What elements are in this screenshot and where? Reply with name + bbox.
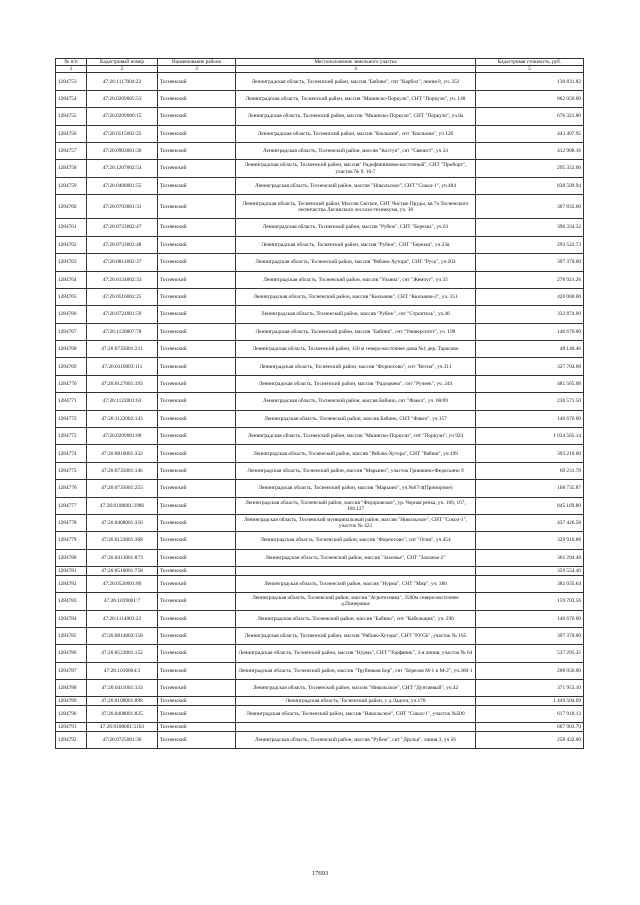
- cadastral-value-cell: 382 035.64: [476, 575, 584, 592]
- cadastral-value-cell: 146 676.00: [476, 410, 584, 427]
- row-number-cell: 1284783: [56, 593, 87, 610]
- cadastral-number-cell: 47:26:0733002:47: [87, 219, 158, 236]
- table-row: [56, 428, 584, 445]
- table-row: [56, 341, 584, 358]
- cadastral-number-cell: 47:26:0523001:152: [87, 645, 158, 662]
- cadastral-number-cell: 47:26:0520001:86: [87, 575, 158, 592]
- district-cell: Тосненский: [158, 575, 236, 592]
- district-cell: Тосненский: [158, 142, 236, 159]
- table-row: [56, 645, 584, 662]
- row-number-cell: 1284767: [56, 323, 87, 340]
- location-cell: Ленинградская область, Тосненский район, массив "Коступ", снт "Связист", уч 24: [236, 142, 476, 159]
- cadastral-number-cell: 47:26:1114003:22: [87, 610, 158, 627]
- district-cell: Тосненский: [158, 645, 236, 662]
- location-cell: Ленинградская область, Тосненский район, Массив Сюткое, СНТ Чистые Пруды, кв.7ч Тосненского лесничества Лисинского лесхоза-техникума, уч. 38: [236, 195, 476, 219]
- cadastral-value-cell: 371 953.10: [476, 680, 584, 697]
- district-cell: Тосненский: [158, 306, 236, 323]
- header-row-number: № п/п: [56, 59, 87, 66]
- location-cell: Ленинградская область, Тосненский район, у д.Ладога, уч.178: [236, 697, 476, 706]
- cadastral-number-cell: 47:26:0123001:368: [87, 532, 158, 549]
- location-cell: Ленинградская область, Тосненский район, массив "Марьино", уч.№67/4(Приморное): [236, 480, 476, 497]
- column-number-3: 3: [158, 66, 236, 73]
- cadastral-number-cell: 47:26:0735001:146: [87, 462, 158, 479]
- district-cell: Тосненский: [158, 358, 236, 375]
- cadastral-number-cell: 47:26:0903001:36: [87, 142, 158, 159]
- table-row: [56, 73, 584, 90]
- location-cell: Ленинградская область, Тосненский район, массив "Мшинско-Поркузи", СНТ "Поркузи", уч.8а: [236, 108, 476, 125]
- row-number-cell: 1284786: [56, 645, 87, 662]
- cadastral-value-cell: 48 140.46: [476, 341, 584, 358]
- location-cell: Ленинградская область, Тосненский район, массив "Рубеж", снт "Друзья", линия 3, уч 56: [236, 732, 476, 749]
- table-row: [56, 410, 584, 427]
- row-number-cell: 1284781: [56, 567, 87, 576]
- table-row: [56, 723, 584, 732]
- cadastral-number-cell: 47:26:1117004:22: [87, 73, 158, 90]
- district-cell: Тосненский: [158, 680, 236, 697]
- row-number-cell: 1284764: [56, 271, 87, 288]
- location-cell: Ленинградская область, Тосненский район, массив Бабино, снт "Факел", уч. 68/69: [236, 393, 476, 410]
- location-cell: Ленинградская область, Тосненский район, массив "Нурма", СНТ "Торфяник", 3-я линия, участок № 64: [236, 645, 476, 662]
- table-row: [56, 323, 584, 340]
- table-header-row: [56, 59, 584, 66]
- cadastral-value-cell: 838 509.94: [476, 177, 584, 194]
- column-number-2: 2: [87, 66, 158, 73]
- location-cell: Ленинградская область, Тосненский район, 150 м северо-восточнее дома №1 дер. Тарасово: [236, 341, 476, 358]
- row-number-cell: 1284782: [56, 575, 87, 592]
- column-number-4: 4: [236, 66, 476, 73]
- table-row: [56, 306, 584, 323]
- row-number-cell: 1284763: [56, 254, 87, 271]
- district-cell: Тосненский: [158, 177, 236, 194]
- row-number-cell: 1284771: [56, 393, 87, 410]
- table-row: [56, 445, 584, 462]
- table-row: [56, 462, 584, 479]
- header-district: Наименование района: [158, 59, 236, 66]
- cadastral-number-cell: 47:26:0127001:193: [87, 375, 158, 392]
- location-cell: Ленинградская область, Тосненский район, массив "Рубеж", СНТ "Березка", уч.63: [236, 219, 476, 236]
- district-cell: Тосненский: [158, 627, 236, 644]
- district-cell: Тосненский: [158, 593, 236, 610]
- table-row: [56, 108, 584, 125]
- cadastral-number-cell: 47:26:1207002:54: [87, 160, 158, 177]
- cadastral-value-cell: 1 034 565.14: [476, 428, 584, 445]
- district-cell: Тосненский: [158, 532, 236, 549]
- row-number-cell: 1284757: [56, 142, 87, 159]
- cadastral-value-cell: 359 554.40: [476, 567, 584, 576]
- district-cell: Тосненский: [158, 514, 236, 531]
- district-cell: Тосненский: [158, 697, 236, 706]
- district-cell: Тосненский: [158, 219, 236, 236]
- row-number-cell: 1284766: [56, 306, 87, 323]
- table-row: [56, 627, 584, 644]
- table-row: [56, 219, 584, 236]
- cadastral-value-cell: 329 916.88: [476, 532, 584, 549]
- district-cell: Тосненский: [158, 462, 236, 479]
- page-number: 17693: [311, 870, 329, 877]
- cadastral-value-cell: 146 676.00: [476, 323, 584, 340]
- table-row: [56, 125, 584, 142]
- location-cell: Ленинградская область, Тосненский район, массив" Радофинниково-восточный", СНТ "Приборт", участок № 9, 10-7: [236, 160, 476, 177]
- district-cell: Тосненский: [158, 323, 236, 340]
- district-cell: Тосненский: [158, 160, 236, 177]
- row-number-cell: 1284775: [56, 462, 87, 479]
- cadastral-value-cell: 1 449 504.69: [476, 697, 584, 706]
- location-cell: Ленинградская область, Тосненский район, массив Бабино, СНТ "Факел", уч.157: [236, 410, 476, 427]
- district-cell: Тосненский: [158, 549, 236, 566]
- cadastral-value-cell: 393 210.00: [476, 445, 584, 462]
- location-cell: Ленинградская область, Тосненский район, массив "Рубеж", снт "Строитель", уч.46: [236, 306, 476, 323]
- table-row: [56, 610, 584, 627]
- district-cell: Тосненский: [158, 445, 236, 462]
- registry-sheet: [55, 58, 583, 749]
- location-cell: Ленинградская область, Тосненский район, массив "Кюльмия", СНТ "Кюльмия-2", уч. 151: [236, 288, 476, 305]
- column-number-5: 5: [476, 66, 584, 73]
- location-cell: Ленинградская область, Тосненский район, массив "Бабино", снт "Университет", уч. 198: [236, 323, 476, 340]
- cadastral-value-cell: 208 056.00: [476, 662, 584, 679]
- location-cell: Ленинградская область, Тосненский район, массив "Форносово", снт "Весна", уч.311: [236, 358, 476, 375]
- table-row: [56, 236, 584, 253]
- cadastral-number-cell: 47:26:0408001:356: [87, 514, 158, 531]
- cadastral-number-cell: 47:26:0725001:36: [87, 732, 158, 749]
- table-row: [56, 177, 584, 194]
- table-row: [56, 480, 584, 497]
- cadastral-value-cell: 481 565.08: [476, 375, 584, 392]
- row-number-cell: 1284759: [56, 177, 87, 194]
- district-cell: Тосненский: [158, 732, 236, 749]
- location-cell: Ленинградская область, Тосненский район, массив "Рябово-Хутора", СНТ "Русь", уч.203: [236, 254, 476, 271]
- header-cadastral-number: Кадастровый номер: [87, 59, 158, 66]
- row-number-cell: 1284761: [56, 219, 87, 236]
- row-number-cell: 1284778: [56, 514, 87, 531]
- district-cell: Тосненский: [158, 125, 236, 142]
- location-cell: Ленинградская область, Тосненский район, массив "Марьино", участок Гришкино-Федосьино 9: [236, 462, 476, 479]
- district-cell: Тосненский: [158, 610, 236, 627]
- cadastral-number-cell: 47:26:0108001:898: [87, 697, 158, 706]
- location-cell: Ленинградская область, Тосненский район, массив "Федоровское", ур. Черная речка, уч. 166, 167, 168.127: [236, 497, 476, 514]
- table-body: [56, 73, 584, 749]
- table-row: [56, 575, 584, 592]
- cadastral-value-cell: 146 676.00: [476, 610, 584, 627]
- table-column-numbers-row: [56, 66, 584, 73]
- row-number-cell: 1284770: [56, 375, 87, 392]
- location-cell: Ленинградская область, Тосненский район, массив "Рябово-Хутора", СНТ "РУСЬ", участок № 165: [236, 627, 476, 644]
- district-cell: Тосненский: [158, 567, 236, 576]
- row-number-cell: 1284785: [56, 627, 87, 644]
- row-number-cell: 1284773: [56, 428, 87, 445]
- location-cell: Ленинградская область, Тосненский район, массив "Никольское", СНТ "Сокол-1", уч.484: [236, 177, 476, 194]
- row-number-cell: 1284777: [56, 497, 87, 514]
- table-row: [56, 90, 584, 107]
- district-cell: Тосненский: [158, 428, 236, 445]
- location-cell: Ленинградская область, Тосненский район, массив "Кюльмия", снт "Кюльмия", уч 126: [236, 125, 476, 142]
- table-row: [56, 288, 584, 305]
- cadastral-number-cell: 47:26:0516002:25: [87, 288, 158, 305]
- location-cell: Ленинградская область, Тосненский район, массив "Рябово-Хутора", СНТ "Рябиш", уч.199: [236, 445, 476, 462]
- cadastral-number-cell: 47:26:0413001:873: [87, 549, 158, 566]
- cadastral-value-cell: 130 831.82: [476, 73, 584, 90]
- location-cell: Ленинградская область, Тосненский район, массив "Агротехника", 3500м северо-восточнее д.Померанье: [236, 593, 476, 610]
- cadastral-number-cell: 47:26:0814002:158: [87, 627, 158, 644]
- cadastral-value-cell: 258 432.00: [476, 732, 584, 749]
- table-row: [56, 142, 584, 159]
- location-cell: [236, 723, 476, 732]
- cadastral-value-cell: 293 522.73: [476, 236, 584, 253]
- cadastral-value-cell: 412 908.16: [476, 142, 584, 159]
- location-cell: Ленинградская область, Тосненский район, массив "Радоцкево", снт "Ручеек", уч. 244: [236, 375, 476, 392]
- row-number-cell: 1284787: [56, 662, 87, 679]
- row-number-cell: 1284760: [56, 195, 87, 219]
- district-cell: Тосненский: [158, 393, 236, 410]
- location-cell: Ленинградская область, Тосненский район, массив "Ульяна", снт "Жемчуг", уч 33: [236, 271, 476, 288]
- row-number-cell: 1284774: [56, 445, 87, 462]
- district-cell: Тосненский: [158, 341, 236, 358]
- cadastral-number-cell: 47:26:0515002:25: [87, 125, 158, 142]
- district-cell: Тосненский: [158, 90, 236, 107]
- row-number-cell: 1284753: [56, 73, 87, 90]
- column-number-1: 1: [56, 66, 87, 73]
- cadastral-number-cell: 47:26:0408001:835: [87, 706, 158, 723]
- cadastral-value-cell: 361 294.48: [476, 549, 584, 566]
- cadastral-value-cell: 396 334.32: [476, 219, 584, 236]
- district-cell: Тосненский: [158, 271, 236, 288]
- district-cell: Тосненский: [158, 195, 236, 219]
- cadastral-number-cell: 47:26:0510001:758: [87, 567, 158, 576]
- table-row: [56, 195, 584, 219]
- district-cell: Тосненский: [158, 254, 236, 271]
- table-row: [56, 549, 584, 566]
- district-cell: Тосненский: [158, 723, 236, 732]
- row-number-cell: 1284754: [56, 90, 87, 107]
- table-row: [56, 680, 584, 697]
- row-number-cell: 1284789: [56, 697, 87, 706]
- row-number-cell: 1284755: [56, 108, 87, 125]
- location-cell: Ленинградская область, Тосненский район, массив "Нурма", СНТ "Мир", уч. 380: [236, 575, 476, 592]
- cadastral-value-cell: 667 903.70: [476, 723, 584, 732]
- cadastral-value-cell: 420 000.00: [476, 288, 584, 305]
- cadastral-number-cell: 47:26:1039001:7: [87, 593, 158, 610]
- row-number-cell: 1284768: [56, 341, 87, 358]
- cadastral-number-cell: 47:26:0209006:15: [87, 108, 158, 125]
- cadastral-number-cell: 47:26:0108001:5163: [87, 723, 158, 732]
- table-row: [56, 662, 584, 679]
- table-row: [56, 706, 584, 723]
- cadastral-value-cell: 69 231.78: [476, 462, 584, 479]
- cadastral-number-cell: 47:26:1122002:143: [87, 410, 158, 427]
- cadastral-value-cell: 278 921.26: [476, 271, 584, 288]
- cadastral-value-cell: 230 571.50: [476, 393, 584, 410]
- location-cell: Ленинградская область, Тосненский муниципальный район, массив "Никольское", СНТ "Сокол-1", участок № 423: [236, 514, 476, 531]
- row-number-cell: 1284790: [56, 706, 87, 723]
- table-row: [56, 358, 584, 375]
- district-cell: Тосненский: [158, 497, 236, 514]
- table-row: [56, 271, 584, 288]
- district-cell: Тосненский: [158, 288, 236, 305]
- table-row: [56, 393, 584, 410]
- row-number-cell: 1284762: [56, 236, 87, 253]
- district-cell: Тосненский: [158, 410, 236, 427]
- table-row: [56, 593, 584, 610]
- district-cell: Тосненский: [158, 662, 236, 679]
- cadastral-value-cell: 617 918.13: [476, 706, 584, 723]
- cadastral-value-cell: 537 295.35: [476, 645, 584, 662]
- cadastral-value-cell: 862 050.00: [476, 90, 584, 107]
- table-row: [56, 514, 584, 531]
- row-number-cell: 1284756: [56, 125, 87, 142]
- cadastral-number-cell: 47:26:0703001:31: [87, 195, 158, 219]
- location-cell: Ленинградская область, Тосненский район, массив "Никольское", СНТ "Сокол-1", участок №500: [236, 706, 476, 723]
- district-cell: Тосненский: [158, 73, 236, 90]
- cadastral-number-cell: 47:26:0814002:37: [87, 254, 158, 271]
- location-cell: Ленинградская область, Тосненский район, массив "Никольское", СНТ "Дунтаевый", уч.42: [236, 680, 476, 697]
- cadastral-number-cell: 47:26:0110003:111: [87, 358, 158, 375]
- cadastral-number-cell: 47:26:0724001:59: [87, 306, 158, 323]
- table-row: [56, 532, 584, 549]
- location-cell: Ленинградская область, Тосненский район, массив "Форносово", снт "Огни", уч.454: [236, 532, 476, 549]
- district-cell: Тосненский: [158, 375, 236, 392]
- cadastral-number-cell: 47:26:0408001:55: [87, 177, 158, 194]
- cadastral-value-cell: 397 370.00: [476, 254, 584, 271]
- district-cell: Тосненский: [158, 236, 236, 253]
- header-location: Местоположение земельного участка: [236, 59, 476, 66]
- row-number-cell: 1284784: [56, 610, 87, 627]
- cadastral-number-cell: 47:26:0209005:53: [87, 90, 158, 107]
- row-number-cell: 1284769: [56, 358, 87, 375]
- table-row: [56, 732, 584, 749]
- row-number-cell: 1284779: [56, 532, 87, 549]
- location-cell: Ленинградская область, Тосненский район, массив "Мшинско-Поркузи", СНТ "Поркузи", уч. 148: [236, 90, 476, 107]
- location-cell: Ленинградская область, Тосненский район, массив "Мшинско-Поркузи", снт "Поркузи", уч 924: [236, 428, 476, 445]
- cadastral-value-cell: 295 352.00: [476, 160, 584, 177]
- cadastral-number-cell: 47:26:1120007:78: [87, 323, 158, 340]
- cadastral-number-cell: 47:26:1122001:63: [87, 393, 158, 410]
- location-cell: Ленинградская область, Тосненский район, массив "Бабино", снт "Кабельщик", уч. 290: [236, 610, 476, 627]
- district-cell: Тосненский: [158, 706, 236, 723]
- cadastral-number-cell: 47:26:0733002:48: [87, 236, 158, 253]
- row-number-cell: 1284772: [56, 410, 87, 427]
- location-cell: Ленинградская область, Тосненский район, массив "Захожье", СНТ "Захожье-2": [236, 549, 476, 566]
- cadastral-number-cell: 47:26:0816001:332: [87, 445, 158, 462]
- row-number-cell: 1284791: [56, 723, 87, 732]
- cadastral-value-cell: 168 735.87: [476, 480, 584, 497]
- row-number-cell: 1284776: [56, 480, 87, 497]
- row-number-cell: 1284765: [56, 288, 87, 305]
- cadastral-value-cell: 437 426.58: [476, 514, 584, 531]
- cadastral-value-cell: 397 370.00: [476, 627, 584, 644]
- table-row: [56, 160, 584, 177]
- cadastral-number-cell: 47:26:0735001:221: [87, 341, 158, 358]
- cadastral-value-cell: 676 321.80: [476, 108, 584, 125]
- cadastral-value-cell: 159 703.56: [476, 593, 584, 610]
- cadastral-value-cell: 327 704.08: [476, 358, 584, 375]
- row-number-cell: 1284758: [56, 160, 87, 177]
- cadastral-value-cell: 367 835.60: [476, 195, 584, 219]
- cadastral-number-cell: 47:26:0108001:2986: [87, 497, 158, 514]
- district-cell: Тосненский: [158, 480, 236, 497]
- table-row: [56, 697, 584, 706]
- cadastral-number-cell: 47:26:0209001:68: [87, 428, 158, 445]
- location-cell: Ленинградская область, Тосненский район, массив "Трубников Бор", снт "Березов М-1 и М-2", уч.360-1: [236, 662, 476, 679]
- table-row: [56, 254, 584, 271]
- district-cell: Тосненский: [158, 108, 236, 125]
- table-row: [56, 567, 584, 576]
- row-number-cell: 1284788: [56, 680, 87, 697]
- header-cadastral-value: Кадастровая стоимость, руб.: [476, 59, 584, 66]
- row-number-cell: 1284780: [56, 549, 87, 566]
- cadastral-value-table: [55, 58, 584, 749]
- cadastral-value-cell: 845 169.80: [476, 497, 584, 514]
- row-number-cell: 1284792: [56, 732, 87, 749]
- table-row: [56, 375, 584, 392]
- cadastral-number-cell: 47:26:0134002:33: [87, 271, 158, 288]
- table-row: [56, 497, 584, 514]
- cadastral-number-cell: 47:26:1016004:3: [87, 662, 158, 679]
- location-cell: [236, 567, 476, 576]
- cadastral-number-cell: 47:26:0411001:133: [87, 680, 158, 697]
- cadastral-number-cell: 47:26:0735001:255: [87, 480, 158, 497]
- cadastral-value-cell: 332 874.00: [476, 306, 584, 323]
- cadastral-value-cell: 443 497.95: [476, 125, 584, 142]
- location-cell: Ленинградская область, Тосненский район, массив "Рубеж", СНТ "Березка", уч.33в: [236, 236, 476, 253]
- location-cell: Ленинградская область, Тосненский район, массив "Бабино", снт "Карбол", линия 8, уч. 352: [236, 73, 476, 90]
